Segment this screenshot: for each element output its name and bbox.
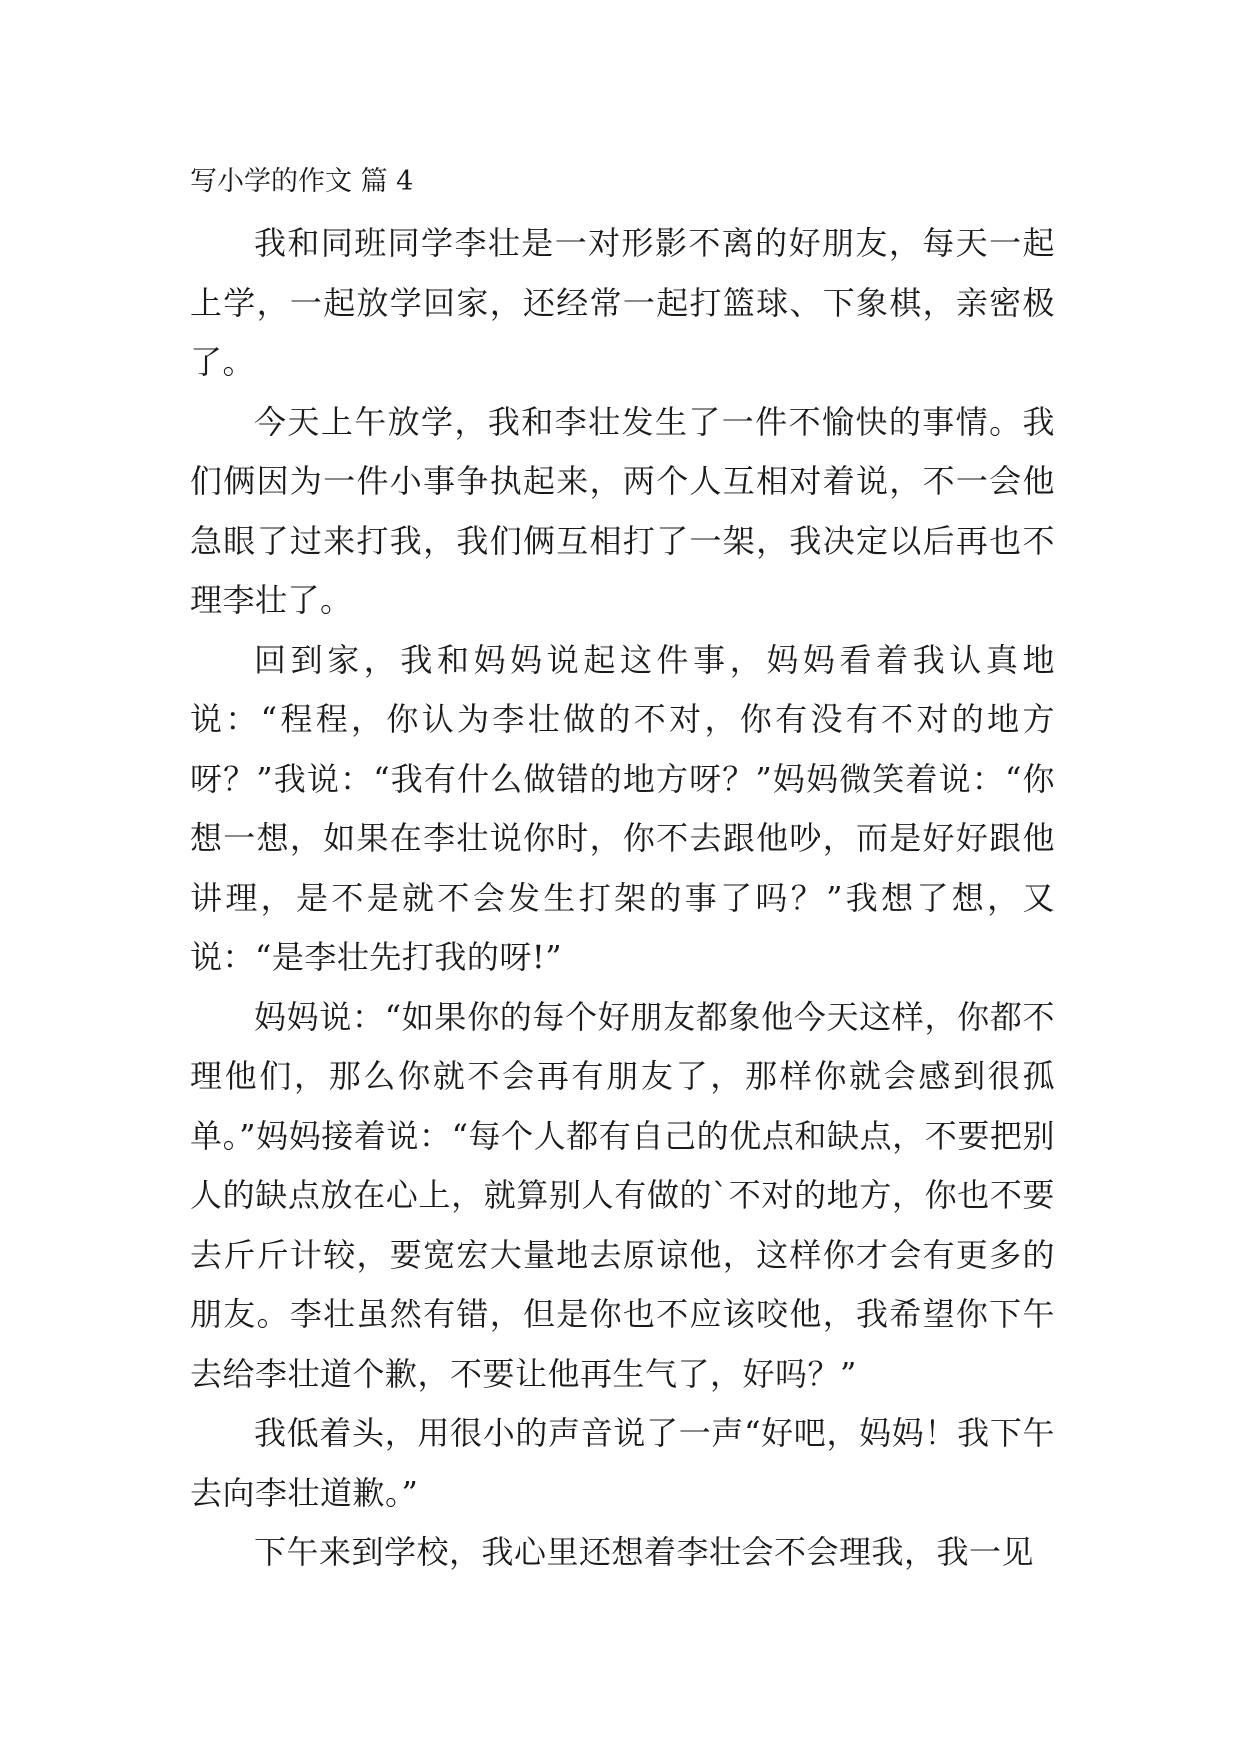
paragraph-2: 今天上午放学，我和李壮发生了一件不愉快的事情。我们俩因为一件小事争执起来，两个人互相对着说，不一会他急眼了过来打我，我们俩互相打了一架，我决定以后再也不理李壮了。 [190,402,1055,619]
paragraph-3: 回到家，我和妈妈说起这件事，妈妈看着我认真地说：“程程，你认为李壮做的不对，你有没有不对的地方呀？”我说：“我有什么做错的地方呀？”妈妈微笑着说：“你想一想，如果在李壮说你时，你不去跟他吵，而是好好跟他讲理，是不是就不会发生打架的事了吗？”我想了想，又说：“是李壮先打我的呀!” [190,640,1055,976]
essay-body [190,160,1055,1583]
paragraph-4: 妈妈说：“如果你的每个好朋友都象他今天这样，你都不理他们，那么你就不会再有朋友了，那样你就会感到很孤单。”妈妈接着说：“每个人都有自己的优点和缺点，不要把别人的缺点放在心上，就算别人有做的`不对的地方，你也不要去斤斤计较，要宽宏大量地去原谅他，这样你才会有更多的朋友。李壮虽然有错，但是你也不应该咬他，我希望你下午去给李壮道个歉，不要让他再生气了，好吗？” [190,997,1055,1393]
paragraph-6: 下午来到学校，我心里还想着李壮会不会理我，我一见 [254,1533,1035,1571]
paragraph-5: 我低着头，用很小的声音说了一声“好吧，妈妈！我下午去向李壮道歉。” [190,1414,1055,1512]
paragraph-1: 我和同班同学李壮是一对形影不离的好朋友，每天一起上学，一起放学回家，还经常一起打篮球、下象棋，亲密极了。 [190,224,1055,381]
essay-title: 写小学的作文 篇 4 [190,166,414,197]
